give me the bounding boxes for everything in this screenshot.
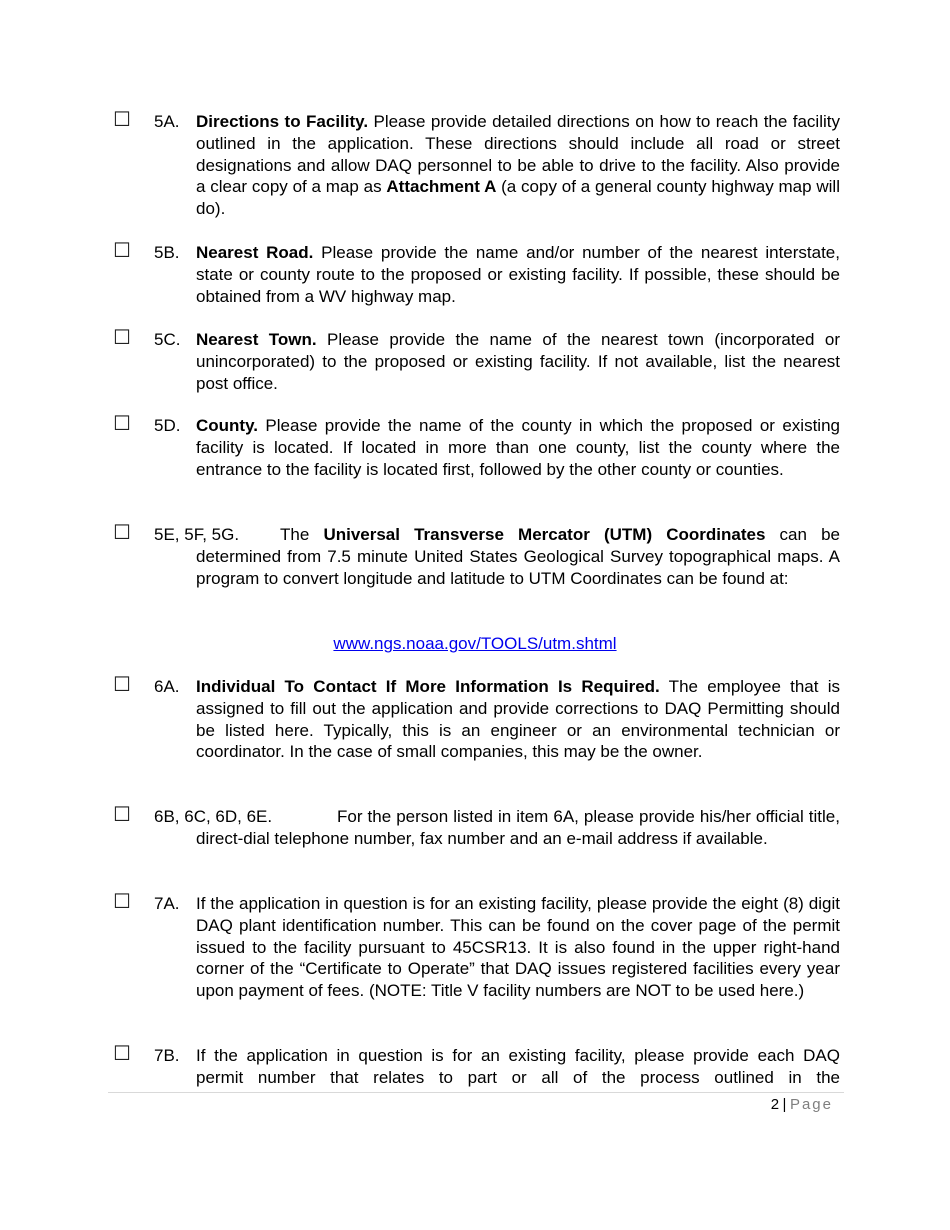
footer-divider xyxy=(108,1092,844,1093)
item-title: Individual To Contact If More Information Is Required. xyxy=(196,677,660,696)
checkbox-icon[interactable]: ☐ xyxy=(113,325,131,349)
item-text xyxy=(196,1045,840,1089)
item-5d xyxy=(113,411,840,480)
attachment-label: Attachment A xyxy=(386,177,497,197)
page-label: Page xyxy=(789,1096,833,1113)
item-5a xyxy=(113,107,840,220)
item-text xyxy=(196,329,840,394)
item-body: If the application in question is for an existing facility, please provide the eight (8) digit DAQ plant identification number. This can be found on the cover page of the permit issued to the facility pursuant to 45CSR13. It is also found in the upper right-hand corner of the “Certificate to Operate” that DAQ issues registered facilities every year upon payment of fees. (NOTE: Title V facility numbers are NOT to be used here.) xyxy=(196,894,840,1001)
item-title: Nearest Town. xyxy=(196,330,317,349)
footer-separator: | xyxy=(782,1096,787,1113)
item-number: 7A. xyxy=(154,894,180,913)
item-body-continued: (a copy of a general county highway map will do). xyxy=(196,177,840,219)
item-5c xyxy=(113,325,840,394)
item-body: Please provide detailed directions on how to reach the facility outlined in the application. These directions should include all road or street designations and allow DAQ personnel to be able to drive to the facility. Also provide a clear copy of a map as xyxy=(196,112,840,197)
item-6b-6e xyxy=(113,802,840,850)
page-footer xyxy=(771,1095,833,1115)
item-number: 5E, 5F, 5G. xyxy=(154,525,240,544)
item-7a xyxy=(113,889,840,1002)
checkbox-icon[interactable]: ☐ xyxy=(113,107,131,131)
checkbox-icon[interactable]: ☐ xyxy=(113,520,131,544)
item-text xyxy=(196,242,840,307)
item-body: Please provide the name of the nearest town (incorporated or unincorporated) to the proposed or existing facility. If not available, list the nearest post office. xyxy=(196,330,840,393)
checkbox-icon[interactable]: ☐ xyxy=(113,1041,131,1065)
utm-link-line xyxy=(0,633,950,655)
item-title: Directions to Facility. xyxy=(196,112,369,131)
item-body: The employee that is assigned to fill out the application and provide corrections to DAQ Permitting should be listed here. Typically, this is an engineer or an environmental technician or coordinator. In the case of small companies, this may be the owner. xyxy=(196,677,840,762)
item-text xyxy=(196,676,840,763)
item-text xyxy=(196,415,840,480)
checkbox-icon[interactable]: ☐ xyxy=(113,238,131,262)
item-number: 5C. xyxy=(154,330,181,349)
checkbox-icon[interactable]: ☐ xyxy=(113,672,131,696)
item-number: 5B. xyxy=(154,243,180,262)
item-body: For the person listed in item 6A, please provide his/her official title, direct-dial telephone number, fax number and an e-mail address if available. xyxy=(196,807,840,848)
item-title: Universal Transverse Mercator (UTM) Coordinates xyxy=(323,525,766,544)
item-5b xyxy=(113,238,840,307)
item-text xyxy=(196,524,840,589)
item-6a xyxy=(113,672,840,763)
utm-link[interactable]: www.ngs.noaa.gov/TOOLS/utm.shtml xyxy=(333,634,617,653)
item-text xyxy=(196,111,840,220)
item-number: 6A. xyxy=(154,677,180,696)
checkbox-icon[interactable]: ☐ xyxy=(113,411,131,435)
item-5e-5f-5g xyxy=(113,520,840,589)
item-number: 5A. xyxy=(154,112,180,131)
checkbox-icon[interactable]: ☐ xyxy=(113,802,131,826)
item-text xyxy=(196,806,840,850)
item-number: 6B, 6C, 6D, 6E. xyxy=(154,807,273,826)
page-number: 2 xyxy=(770,1096,780,1113)
item-body: If the application in question is for an existing facility, please provide each DAQ permit number that relates to part or all of the process outlined in the xyxy=(196,1046,840,1087)
item-body: can be determined from 7.5 minute United States Geological Survey topographical maps. A program to convert longitude and latitude to UTM Coordinates can be found at: xyxy=(196,525,840,588)
item-title: County. xyxy=(196,416,259,435)
checkbox-icon[interactable]: ☐ xyxy=(113,889,131,913)
item-number: 5D. xyxy=(154,416,181,435)
item-number: 7B. xyxy=(154,1046,180,1065)
item-lead: The xyxy=(280,525,324,544)
item-7b xyxy=(113,1041,840,1089)
item-text xyxy=(196,893,840,1002)
item-body: Please provide the name of the county in which the proposed or existing facility is located. If located in more than one county, list the county where the entrance to the facility is located first, followed by the other county or counties. xyxy=(196,416,840,479)
item-title: Nearest Road. xyxy=(196,243,314,262)
item-body: Please provide the name and/or number of the nearest interstate, state or county route to the proposed or existing facility. If possible, these should be obtained from a WV highway map. xyxy=(196,243,840,306)
